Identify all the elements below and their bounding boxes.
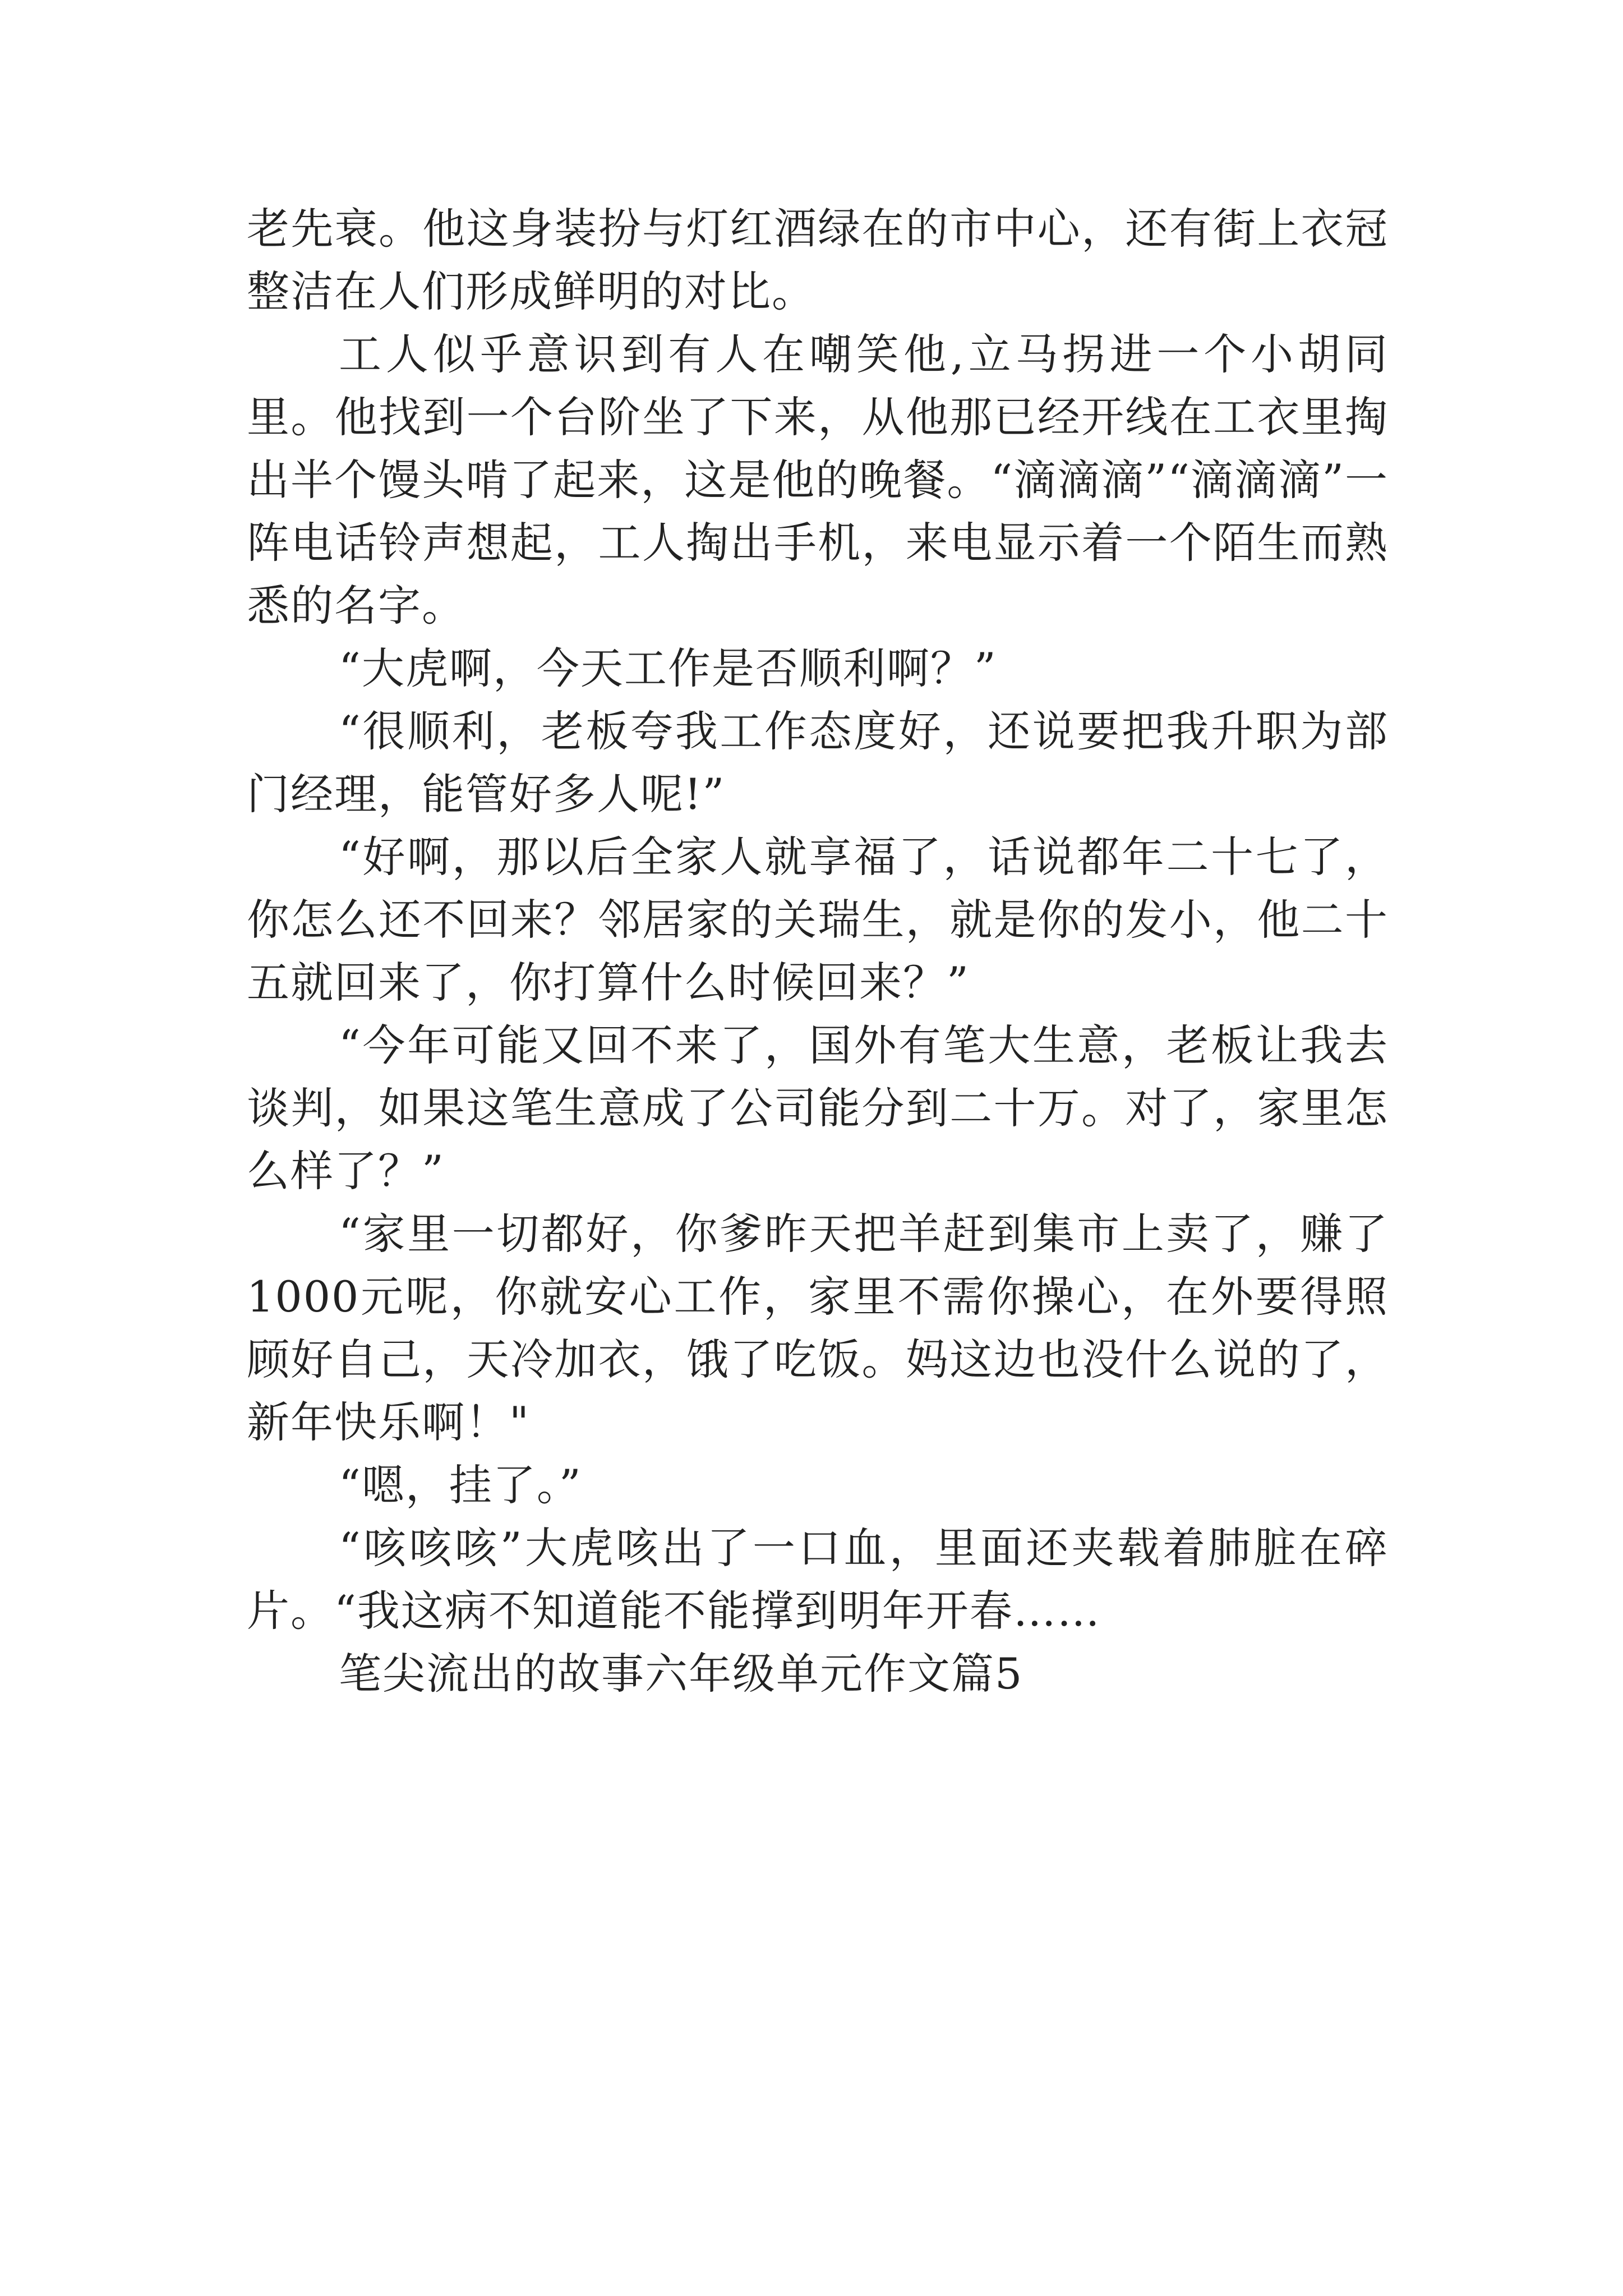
paragraph-2: 工人似乎意识到有人在嘲笑他,立马拐进一个小胡同里。他找到一个台阶坐了下来，从他那已经开线在工衣里掏出半个馒头啃了起来，这是他的晚餐。“滴滴滴”“滴滴滴”一阵电话铃声想起，工人掏出手机，来电显示着一个陌生而熟悉的名字。 <box>247 329 1389 631</box>
paragraph-8: “嗯，挂了。” <box>339 1460 582 1510</box>
paragraph-4: “很顺利，老板夸我工作态度好，还说要把我升职为部门经理，能管好多人呢!” <box>247 706 1389 819</box>
paragraph-6: “今年可能又回不来了，国外有笔大生意，老板让我去谈判，如果这笔生意成了公司能分到二十万。对了，家里怎么样了？” <box>247 1020 1389 1196</box>
section-title: 笔尖流出的故事六年级单元作文篇5 <box>339 1649 1023 1699</box>
paragraph-1: 老先衰。他这身装扮与灯红酒绿在的市中心，还有街上衣冠整洁在人们形成鲜明的对比。 <box>247 204 1389 316</box>
document-body <box>247 197 1389 1705</box>
paragraph-9: “咳咳咳”大虎咳出了一口血，里面还夹载着肺脏在碎片。“我这病不知道能不能撑到明年开春…… <box>247 1523 1389 1636</box>
paragraph-3: “大虎啊，今天工作是否顺利啊？” <box>339 643 997 693</box>
paragraph-7: “家里一切都好，你爹昨天把羊赶到集市上卖了，赚了1000元呢，你就安心工作，家里不需你操心，在外要得照顾好自己，天冷加衣，饿了吃饭。妈这边也没什么说的了，新年快乐啊！" <box>247 1209 1389 1447</box>
paragraph-5: “好啊，那以后全家人就享福了，话说都年二十七了，你怎么还不回来？邻居家的关瑞生，就是你的发小，他二十五就回来了，你打算什么时候回来？” <box>247 832 1389 1007</box>
